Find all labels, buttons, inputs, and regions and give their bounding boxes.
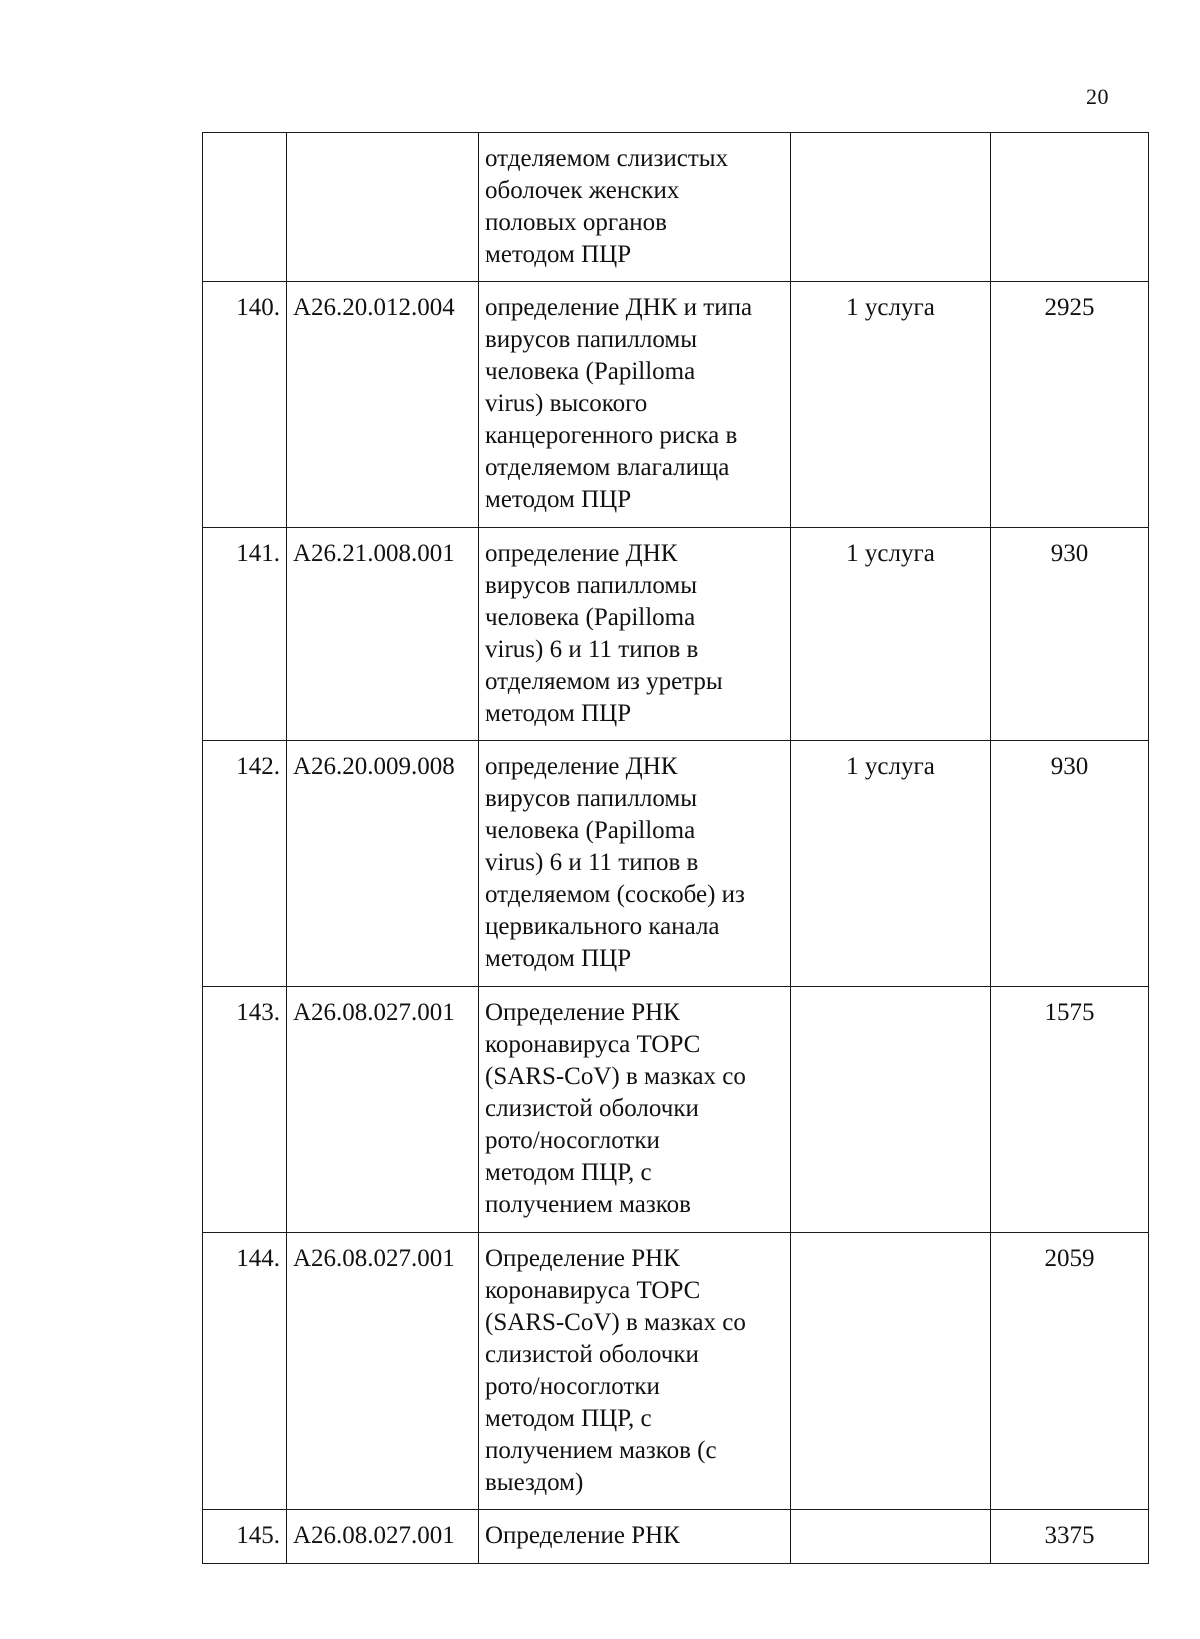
table-row <box>203 1233 1149 1510</box>
row-number: 143. <box>236 999 280 1026</box>
row-number-cell <box>203 133 287 282</box>
unit-cell <box>791 133 991 282</box>
service-name-cell <box>479 741 791 987</box>
service-name: отделяемом слизистых оболочек женских половых органов методом ПЦР <box>485 145 729 268</box>
price-table <box>202 132 1149 1564</box>
service-name-cell <box>479 133 791 282</box>
page-number: 20 <box>1086 84 1109 109</box>
row-number-cell <box>203 282 287 528</box>
unit-cell <box>791 282 991 528</box>
price: 930 <box>1050 753 1089 780</box>
service-name: Определение РНК коронавируса ТОРС (SARS-CoV) в мазках со слизистой оболочки рото/носоглотки методом ПЦР, с получением мазков (с выездом) <box>485 1245 746 1496</box>
unit-cell <box>791 528 991 741</box>
service-code-cell <box>287 282 479 528</box>
service-code: A26.08.027.001 <box>293 1245 455 1272</box>
service-name: определение ДНК вирусов папилломы человека (Papilloma virus) 6 и 11 типов в отделяемом (соскобе) из цервикального канала методом ПЦР <box>485 753 745 972</box>
service-code: A26.08.027.001 <box>293 1522 455 1549</box>
price-cell <box>991 741 1149 987</box>
price-cell <box>991 1510 1149 1564</box>
unit-cell <box>791 1233 991 1510</box>
price: 930 <box>1050 540 1089 567</box>
price-cell <box>991 282 1149 528</box>
price: 2059 <box>1044 1245 1095 1272</box>
table-row <box>203 133 1149 282</box>
service-name-cell <box>479 528 791 741</box>
price: 2925 <box>1044 294 1095 321</box>
service-name: определение ДНК вирусов папилломы человека (Papilloma virus) 6 и 11 типов в отделяемом из уретры методом ПЦР <box>485 540 723 727</box>
service-name-cell <box>479 1233 791 1510</box>
service-code-cell <box>287 1510 479 1564</box>
service-code-cell <box>287 741 479 987</box>
unit: 1 услуга <box>846 294 935 321</box>
unit-cell <box>791 1510 991 1564</box>
service-code-cell <box>287 528 479 741</box>
unit: 1 услуга <box>846 540 935 567</box>
price-cell <box>991 1233 1149 1510</box>
price: 1575 <box>1044 999 1095 1026</box>
service-name-cell <box>479 1510 791 1564</box>
service-name: Определение РНК <box>485 1522 680 1549</box>
service-code: A26.20.009.008 <box>293 753 455 780</box>
service-code-cell <box>287 987 479 1233</box>
service-code: A26.20.012.004 <box>293 294 455 321</box>
price: 3375 <box>1044 1522 1095 1549</box>
row-number: 142. <box>236 753 280 780</box>
service-code: A26.08.027.001 <box>293 999 455 1026</box>
row-number-cell <box>203 1510 287 1564</box>
table-row <box>203 1510 1149 1564</box>
unit-cell <box>791 741 991 987</box>
price-cell <box>991 987 1149 1233</box>
service-code-cell <box>287 1233 479 1510</box>
row-number: 144. <box>236 1245 280 1272</box>
price-cell <box>991 528 1149 741</box>
service-name: определение ДНК и типа вирусов папилломы человека (Papilloma virus) высокого канцерогенного риска в отделяемом влагалища методом ПЦР <box>485 294 753 513</box>
service-name-cell <box>479 282 791 528</box>
service-name-cell <box>479 987 791 1233</box>
table-row <box>203 987 1149 1233</box>
row-number-cell <box>203 741 287 987</box>
unit-cell <box>791 987 991 1233</box>
service-code: A26.21.008.001 <box>293 540 455 567</box>
unit: 1 услуга <box>846 753 935 780</box>
row-number-cell <box>203 528 287 741</box>
table-row <box>203 741 1149 987</box>
price-cell <box>991 133 1149 282</box>
table-row <box>203 528 1149 741</box>
service-name: Определение РНК коронавируса ТОРС (SARS-CoV) в мазках со слизистой оболочки рото/носоглотки методом ПЦР, с получением мазков <box>485 999 746 1218</box>
row-number-cell <box>203 987 287 1233</box>
row-number: 145. <box>236 1522 280 1549</box>
table-row <box>203 282 1149 528</box>
row-number: 140. <box>236 294 280 321</box>
row-number: 141. <box>236 540 280 567</box>
row-number-cell <box>203 1233 287 1510</box>
service-code-cell <box>287 133 479 282</box>
